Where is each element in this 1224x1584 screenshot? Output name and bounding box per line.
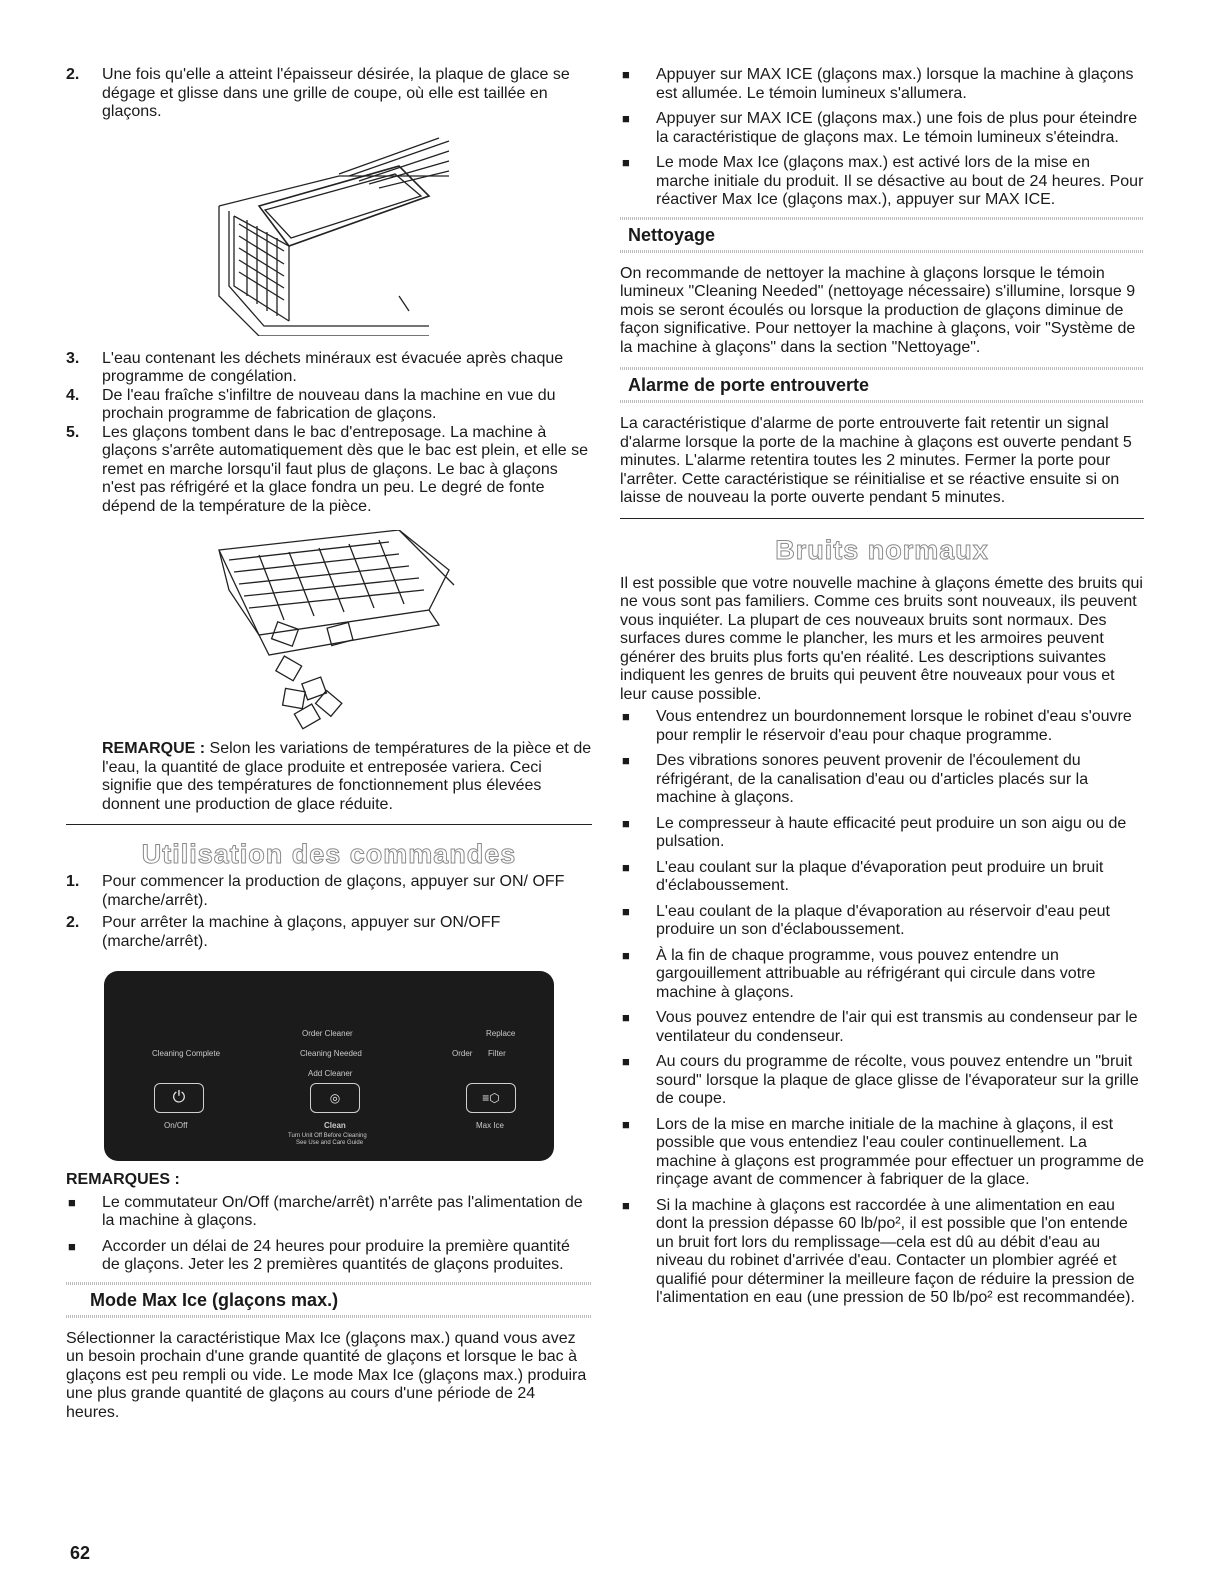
noise-text: Vous pouvez entendre de l'air qui est transmis au condenseur par le ventilateur du condenseur. <box>656 1009 1138 1045</box>
cleaning-complete-label: Cleaning Complete <box>152 1049 221 1058</box>
noise-text: Si la machine à glaçons est raccordée à une alimentation en eau dont la pression dépasse 60 lb/po², il est possible que l'on entende un bruit fort lors du remplissage—cela est dû au débit d'eau au niveau du robinet d'arrivée d'eau. Contacter un plombier agréé et qualifié pour déterminer la meilleure façon de réduire la pression de l'alimentation en eau (une pression de 50 lb/po² est recommandée). <box>656 1196 1135 1306</box>
bullet-icon: ■ <box>68 1238 76 1254</box>
nettoyage-heading: Nettoyage <box>628 224 716 245</box>
bullet-icon: ■ <box>68 1194 76 1210</box>
bruits-section-title: Bruits normaux <box>775 534 989 565</box>
bullet-icon: ■ <box>622 859 630 875</box>
ice-slab-cutter-illustration <box>199 136 459 336</box>
process-steps <box>66 350 592 517</box>
bruits-list <box>620 708 1144 1308</box>
noise-text: À la fin de chaque programme, vous pouvez entendre un gargouillement attribuable au réfrigérant qui circule dans votre machine à glaçons. <box>656 946 1096 1001</box>
remarque-item <box>66 1238 592 1275</box>
subsection-bottom-rule <box>66 1315 592 1318</box>
controls-section-title: Utilisation des commandes <box>141 839 517 869</box>
step-text: De l'eau fraîche s'infiltre de nouveau dans la machine en vue du prochain programme de fabrication de glaçons. <box>102 386 556 422</box>
step-number: 1. <box>66 873 80 890</box>
remarque-text: Selon les variations de températures de la pièce et de l'eau, la quantité de glace produite et entreposée variera. Ceci signifie que des températures de fonctionnement plus élevées donnent une production de glace réduite. <box>102 740 592 813</box>
bullet-text: Appuyer sur MAX ICE (glaçons max.) une fois de plus pour éteindre la caractéristique de glaçons max. Le témoin lumineux s'éteindra. <box>656 110 1138 146</box>
max-ice-bullets <box>620 66 1144 210</box>
max-ice-button <box>466 1083 516 1113</box>
page-number: 62 <box>70 1543 91 1563</box>
bullet-icon: ■ <box>622 753 630 768</box>
max-ice-bullet <box>620 66 1144 103</box>
noise-item <box>620 1116 1144 1190</box>
bullet-icon: ■ <box>622 815 630 831</box>
remarque-item-text: Le commutateur On/Off (marche/arrêt) n'arrête pas l'alimentation de la machine à glaçons. <box>102 1193 583 1229</box>
alarme-paragraph: La caractéristique d'alarme de porte entrouverte fait retentir un signal d'alarme lorsque la porte de la machine à glaçons est ouverte pendant 5 minutes. L'alarme retentira toutes les 2 minutes. Fermer la porte pour l'arrêter. Cette caractéristique se réinitialise et se réactive ensuite si on laisse de nouveau la porte ouverte pendant 5 minutes. <box>620 415 1132 506</box>
noise-item <box>620 815 1144 852</box>
noise-text: Au cours du programme de récolte, vous pouvez entendre un "bruit sourd" lorsque la plaque de glace glisse de l'évaporateur sur la grille de coupe. <box>656 1053 1139 1107</box>
add-cleaner-label: Add Cleaner <box>308 1069 353 1078</box>
power-icon: ⏻ <box>172 1089 186 1106</box>
order-cleaner-label: Order Cleaner <box>302 1029 353 1038</box>
cleaning-needed-label: Cleaning Needed <box>300 1049 362 1058</box>
control-steps <box>66 873 592 951</box>
section-divider <box>620 518 1144 519</box>
step-text: Une fois qu'elle a atteint l'épaisseur désirée, la plaque de glace se dégage et glisse dans une grille de coupe, où elle est taillée en glaçons. <box>102 66 570 120</box>
bullet-icon: ■ <box>622 1197 630 1213</box>
noise-item <box>620 752 1144 808</box>
nettoyage-paragraph: On recommande de nettoyer la machine à glaçons lorsque le témoin lumineux "Cleaning Needed" (nettoyage nécessaire) s'illumine, lorsque 9 mois se seront écoulés ou lorsque la production de glaçons diminue de façon significative. Pour nettoyer la machine à glaçons, voir "Système de la machine à glaçons" dans la section "Nettoyage". <box>620 264 1136 356</box>
noise-item <box>620 903 1144 940</box>
max-ice-paragraph: Sélectionner la caractéristique Max Ice (glaçons max.) quand vous avez un besoin prochain d'une grande quantité de glaçons et lorsque le bac à glaçons est peu rempli ou vide. Le mode Max Ice (glaçons max.) produira une plus grande quantité de glaçons au cours d'une période de 24 heures. <box>66 1329 587 1421</box>
step-number: 2. <box>66 66 80 83</box>
control-panel-image <box>104 971 554 1161</box>
bullet-icon: ■ <box>622 903 630 919</box>
harvest-steps <box>66 66 592 122</box>
bullet-icon: ■ <box>622 1054 630 1069</box>
step-number: 3. <box>66 349 80 367</box>
noise-text: L'eau coulant sur la plaque d'évaporation peut produire un bruit d'éclaboussement. <box>656 858 1104 894</box>
clean-label: Clean <box>324 1121 346 1130</box>
noise-item <box>620 1053 1144 1109</box>
step-2 <box>66 66 592 122</box>
max-ice-label: Max Ice <box>476 1121 505 1130</box>
max-ice-icon: ≡⬡ <box>482 1091 500 1105</box>
subsection-bottom-rule <box>620 400 1144 403</box>
step-3 <box>66 350 592 387</box>
noise-item <box>620 859 1144 896</box>
bullet-text: Appuyer sur MAX ICE (glaçons max.) lorsque la machine à glaçons est allumée. Le témoin lumineux s'allumera. <box>656 66 1134 102</box>
noise-text: L'eau coulant de la plaque d'évaporation au réservoir d'eau peut produire un son d'éclaboussement. <box>656 902 1110 938</box>
bullet-icon: ■ <box>622 947 630 963</box>
remarque-label: REMARQUE : <box>102 740 206 757</box>
ice-bin-illustration <box>199 530 459 730</box>
remarque-item-text: Accorder un délai de 24 heures pour produire la première quantité de glaçons. Jeter les 2 premières quantités de glaçons produites. <box>102 1237 570 1273</box>
subsection-bottom-rule <box>620 250 1144 253</box>
step-5 <box>66 424 592 517</box>
noise-item <box>620 947 1144 1003</box>
step-4 <box>66 387 592 424</box>
remarques-list <box>66 1194 592 1275</box>
noise-text: Le compresseur à haute efficacité peut produire un son aigu ou de pulsation. <box>656 814 1127 850</box>
bullet-icon: ■ <box>622 1010 630 1025</box>
control-step-1 <box>66 873 592 910</box>
section-divider <box>66 824 592 825</box>
max-ice-heading: Mode Max Ice (glaçons max.) <box>90 1289 339 1310</box>
alarme-heading: Alarme de porte entrouverte <box>628 375 870 395</box>
bullet-icon: ■ <box>622 709 630 724</box>
remarque-paragraph <box>102 740 592 814</box>
noise-text: Vous entendrez un bourdonnement lorsque le robinet d'eau s'ouvre pour remplir le réservoir d'eau pour chaque programme. <box>656 708 1132 744</box>
clean-note-2: See Use and Care Guide <box>296 1140 364 1146</box>
noise-item <box>620 1009 1144 1046</box>
bullet-icon: ■ <box>622 111 630 126</box>
control-step-2 <box>66 914 592 951</box>
noise-text: Des vibrations sonores peuvent provenir de l'écoulement du réfrigérant, de la canalisation d'eau ou d'articles placés sur la machine à glaçons. <box>656 752 1089 806</box>
step-number: 2. <box>66 914 80 931</box>
clean-button <box>310 1083 360 1113</box>
step-text: Les glaçons tombent dans le bac d'entreposage. La machine à glaçons s'arrête automatiquement dès que le bac est plein, et elle se remet en marche lorsqu'il faut plus de glaçons. Le bac à glaçons n'est pas réfrigéré et la glace fondra un peu. Le degré de fonte dépend de la température de la pièce. <box>102 423 589 515</box>
bruits-intro: Il est possible que votre nouvelle machine à glaçons émette des bruits qui ne vous sont pas familiers. Comme ces bruits sont nouveaux, ils peuvent vous inquiéter. La plupart de ces nouveaux bruits sont normaux. Des surfaces dures comme le plancher, les murs et les armoires peuvent générer des bruits plus forts qu'en réalité. Les descriptions suivantes indiquent les genres de bruits qui peuvent être nouveaux pour vous et leur cause possible. <box>620 574 1143 703</box>
max-ice-bullet <box>620 110 1144 147</box>
on-off-label: On/Off <box>164 1121 188 1130</box>
bullet-icon: ■ <box>622 1116 630 1132</box>
noise-item <box>620 1197 1144 1308</box>
step-text: L'eau contenant les déchets minéraux est évacuée après chaque programme de congélation. <box>102 349 564 385</box>
right-column <box>620 66 1144 1315</box>
remarques-label <box>66 1171 592 1190</box>
left-column <box>66 66 592 1422</box>
noise-item <box>620 708 1144 745</box>
order-label: Order <box>452 1049 473 1058</box>
bullet-icon: ■ <box>622 155 630 170</box>
step-number: 5. <box>66 423 80 441</box>
step-number: 4. <box>66 386 80 404</box>
replace-label: Replace <box>486 1029 516 1038</box>
bullet-icon: ■ <box>622 67 630 82</box>
clean-note-1: Turn Unit Off Before Cleaning <box>288 1133 367 1139</box>
max-ice-bullet <box>620 154 1144 210</box>
remarques-heading: REMARQUES : <box>66 1171 180 1188</box>
step-text: Pour commencer la production de glaçons, appuyer sur ON/ OFF (marche/arrêt). <box>102 873 565 909</box>
filter-label: Filter <box>488 1049 506 1058</box>
step-text: Pour arrêter la machine à glaçons, appuyer sur ON/OFF (marche/arrêt). <box>102 914 501 950</box>
clean-icon: ◎ <box>329 1091 341 1105</box>
remarque-item <box>66 1194 592 1231</box>
bullet-text: Le mode Max Ice (glaçons max.) est activé lors de la mise en marche initiale du produit. Il se désactive au bout de 24 heures. Pour réactiver Max Ice (glaçons max.), appuyer sur MAX ICE. <box>656 154 1144 208</box>
on-off-button <box>154 1083 204 1113</box>
noise-text: Lors de la mise en marche initiale de la machine à glaçons, il est possible que vous entendiez l'eau couler continuellement. La machine à glaçons est programmée pour effectuer un programme de rinçage avant de commencer à fabriquer de la glace. <box>656 1115 1144 1188</box>
